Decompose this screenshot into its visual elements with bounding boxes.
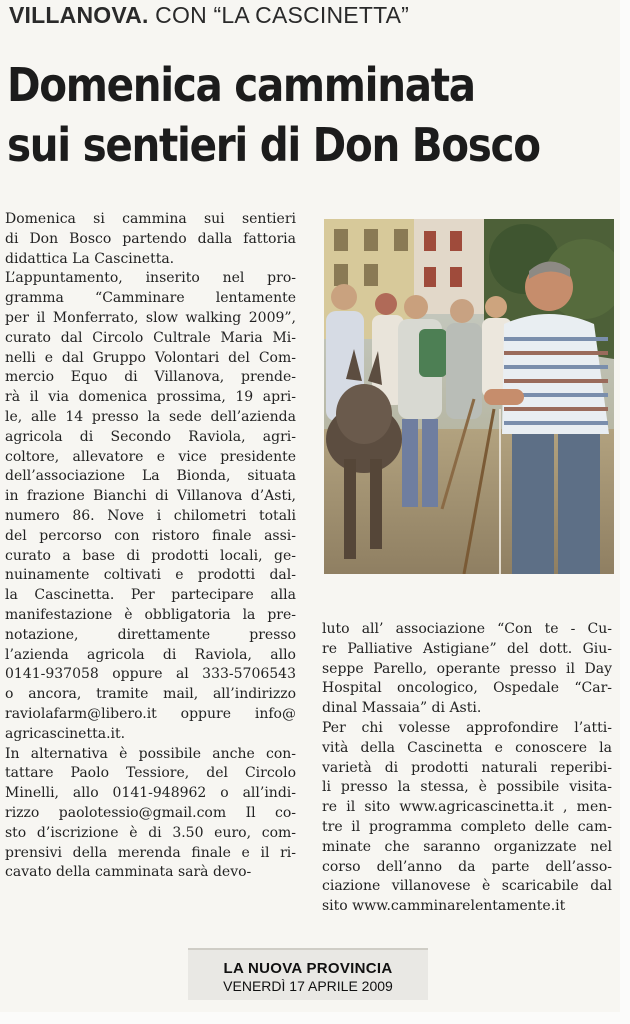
body-line: numero 86. Nove i chilometri totali [5, 507, 296, 524]
body-line: didattica La Cascinetta. [5, 250, 175, 267]
body-column-1 [5, 210, 296, 883]
newspaper-footer [188, 948, 428, 1000]
body-line: le, alle 14 presso la sede dell’azienda [5, 408, 296, 425]
body-line: Per chi volesse approfondire l’atti- [322, 719, 612, 736]
body-line: del percorso con ristoro finale assi- [5, 527, 296, 544]
body-line: curato dal Circolo Cultrale Maria Mi- [5, 329, 296, 346]
body-line: seppe Parello, operante presso il Day [322, 660, 612, 677]
body-line: Domenica si cammina sui sentieri [5, 211, 296, 227]
body-line: agricola di Secondo Raviola, agri- [5, 428, 296, 445]
body-line: rizzo paolotessio@gmail.com Il co- [5, 804, 296, 821]
scan-edge-bottom [0, 1012, 630, 1024]
body-line: varietà di prodotti naturali reperibi- [322, 759, 612, 776]
body-line: dell’associazione La Bionda, situata [5, 468, 296, 485]
body-line: Hospital oncologico, Ospedale “Car- [322, 680, 612, 697]
event-photo [324, 219, 614, 574]
body-line: notazione, direttamente presso [5, 626, 296, 643]
body-line: tattare Paolo Tessiore, del Circolo [5, 765, 296, 782]
body-line: nuinamente coltivati e prodotti dal- [5, 567, 296, 584]
body-line: re il sito www.agricascinetta.it , men- [322, 799, 612, 816]
publication-date: VENERDÌ 17 APRILE 2009 [223, 978, 393, 994]
kicker-text: CON “LA CASCINETTA” [155, 2, 410, 28]
body-line: in frazione Bianchi di Villanova d’Asti, [5, 488, 296, 505]
body-line: cavato della camminata sarà devo- [5, 864, 252, 881]
body-line: prensivi della merenda finale e il ri- [5, 844, 296, 861]
body-line: 0141-937058 oppure al 333-5706543 [5, 666, 296, 683]
body-line: corso dell’anno da parte dell’asso- [322, 858, 612, 875]
body-column-2 [322, 620, 612, 917]
footer-rule [188, 948, 428, 950]
body-line: Minelli, allo 0141-948962 o all’indi- [5, 785, 296, 802]
article-kicker: VILLANOVA. CON “LA CASCINETTA” [9, 2, 410, 28]
body-line: li presso la stessa, è possibile visita- [322, 779, 612, 796]
body-line: ciazione villanovese è scaricabile dal [322, 878, 612, 895]
body-line: luto all’ associazione “Con te - Cu- [322, 621, 612, 637]
body-line: sito www.camminarelentamente.it [322, 898, 566, 915]
body-line: vità della Cascinetta e conoscere la [322, 739, 612, 756]
body-line: gramma “Camminare lentamente [5, 290, 296, 307]
headline-line-1: Domenica camminata [7, 58, 475, 112]
body-line: per il Monferrato, slow walking 2009”, [5, 309, 296, 326]
body-line: sto d’iscrizione è di 3.50 euro, com- [5, 824, 296, 841]
newspaper-name: LA NUOVA PROVINCIA [223, 960, 393, 977]
body-line: rà il via domenica prossima, 19 apri- [5, 389, 296, 406]
body-line: minate che saranno organizzate nel [322, 838, 612, 855]
body-line: nelli e dal Gruppo Volontari del Com- [5, 349, 296, 366]
photo-illustration [324, 219, 614, 574]
body-line: o ancora, tramite mail, all’indirizzo [5, 686, 296, 703]
body-line: raviolafarm@libero.it oppure info@ [5, 705, 296, 722]
body-line: manifestazione è obbligatoria la pre- [5, 606, 296, 623]
kicker-location: VILLANOVA [9, 2, 142, 28]
body-line: coltore, allevatore e vice presidente [5, 448, 296, 465]
body-line: L’appuntamento, inserito nel pro- [5, 270, 296, 287]
body-line: re Palliative Astigiane” del dott. Giu- [322, 640, 612, 657]
article-headline [7, 55, 612, 175]
headline-line-2: sui sentieri di Don Bosco [7, 118, 540, 172]
body-line: In alternativa è possibile anche con- [5, 745, 296, 762]
body-line: mercio Equo di Villanova, prende- [5, 369, 296, 386]
body-line: la Cascinetta. Per partecipare alla [5, 587, 296, 604]
body-line: tre il programma completo delle cam- [322, 818, 612, 835]
body-line: di Don Bosco partendo dalla fattoria [5, 230, 296, 247]
body-line: l’azienda agricola di Raviola, allo [5, 646, 296, 663]
body-line: curato a base di prodotti locali, ge- [5, 547, 296, 564]
scan-edge-right [620, 0, 630, 1024]
body-line: dinal Massaia” di Asti. [322, 700, 482, 717]
body-line: agricascinetta.it. [5, 725, 126, 742]
